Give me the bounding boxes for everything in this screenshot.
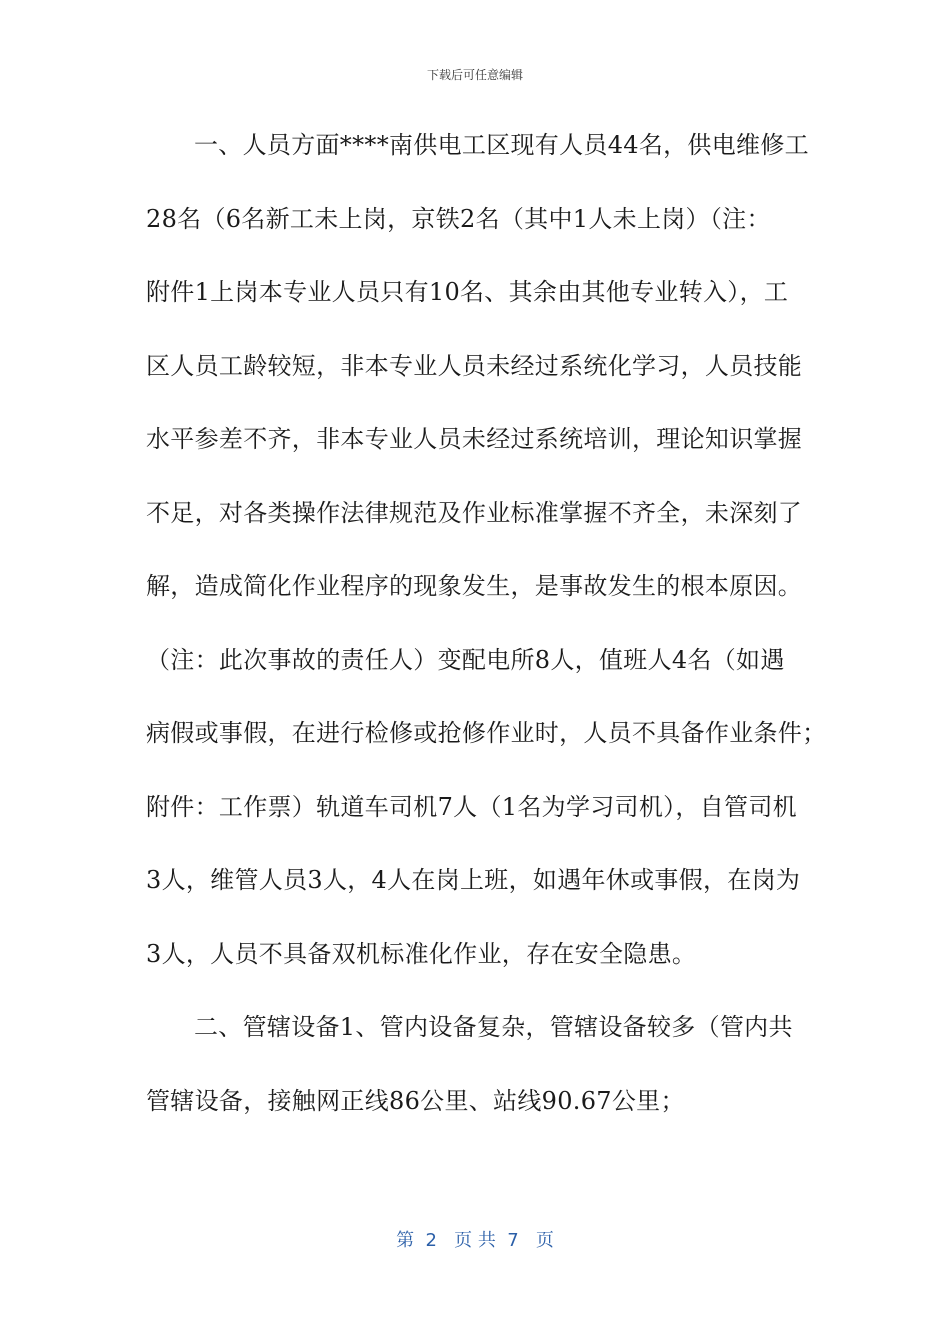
paragraph-1-line-7: 解，造成简化作业程序的现象发生，是事故发生的根本原因。: [146, 572, 803, 600]
paragraph-1-line-12: 3人，人员不具备双机标准化作业，存在安全隐患。: [146, 939, 697, 968]
paragraph-2-line-2: 管辖设备，接触网正线86公里、站线90.67公里；: [146, 1086, 685, 1115]
paragraph-1-line-4: 区人员工龄较短，非本专业人员未经过系统化学习，人员技能: [146, 351, 803, 380]
paragraph-1-line-3: 附件1上岗本专业人员只有10名、其余由其他专业转入），工: [146, 278, 789, 306]
paragraph-2-line-1: 二、管辖设备1、管内设备复杂，管辖设备较多（管内共: [194, 1013, 793, 1041]
page-number-footer: 第 2 页 共 7 页: [396, 1230, 554, 1251]
paragraph-1-line-10: 附件：工作票）轨道车司机7人（1名为学习司机），自管司机: [146, 792, 797, 821]
paragraph-1-line-6: 不足，对各类操作法律规范及作业标准掌握不齐全，未深刻了: [146, 498, 803, 527]
paragraph-1-line-9: 病假或事假，在进行检修或抢修作业时，人员不具备作业条件；: [146, 719, 827, 747]
paragraph-1-line-5: 水平参差不齐，非本专业人员未经过系统培训，理论知识掌握: [146, 425, 803, 453]
document-body: [146, 120, 827, 1149]
page-header: 下载后可任意编辑: [426, 68, 523, 82]
paragraph-1-line-2: 28名（6名新工未上岗，京铁2名（其中1人未上岗）（注：: [146, 204, 771, 233]
paragraph-1-line-1: 一、人员方面****南供电工区现有人员44名，供电维修工: [194, 131, 809, 159]
paragraph-1-line-11: 3人，维管人员3人，4人在岗上班，如遇年休或事假，在岗为: [146, 866, 801, 894]
paragraph-1-line-8: （注：此次事故的责任人）变配电所8人，值班人4名（如遇: [146, 645, 785, 674]
